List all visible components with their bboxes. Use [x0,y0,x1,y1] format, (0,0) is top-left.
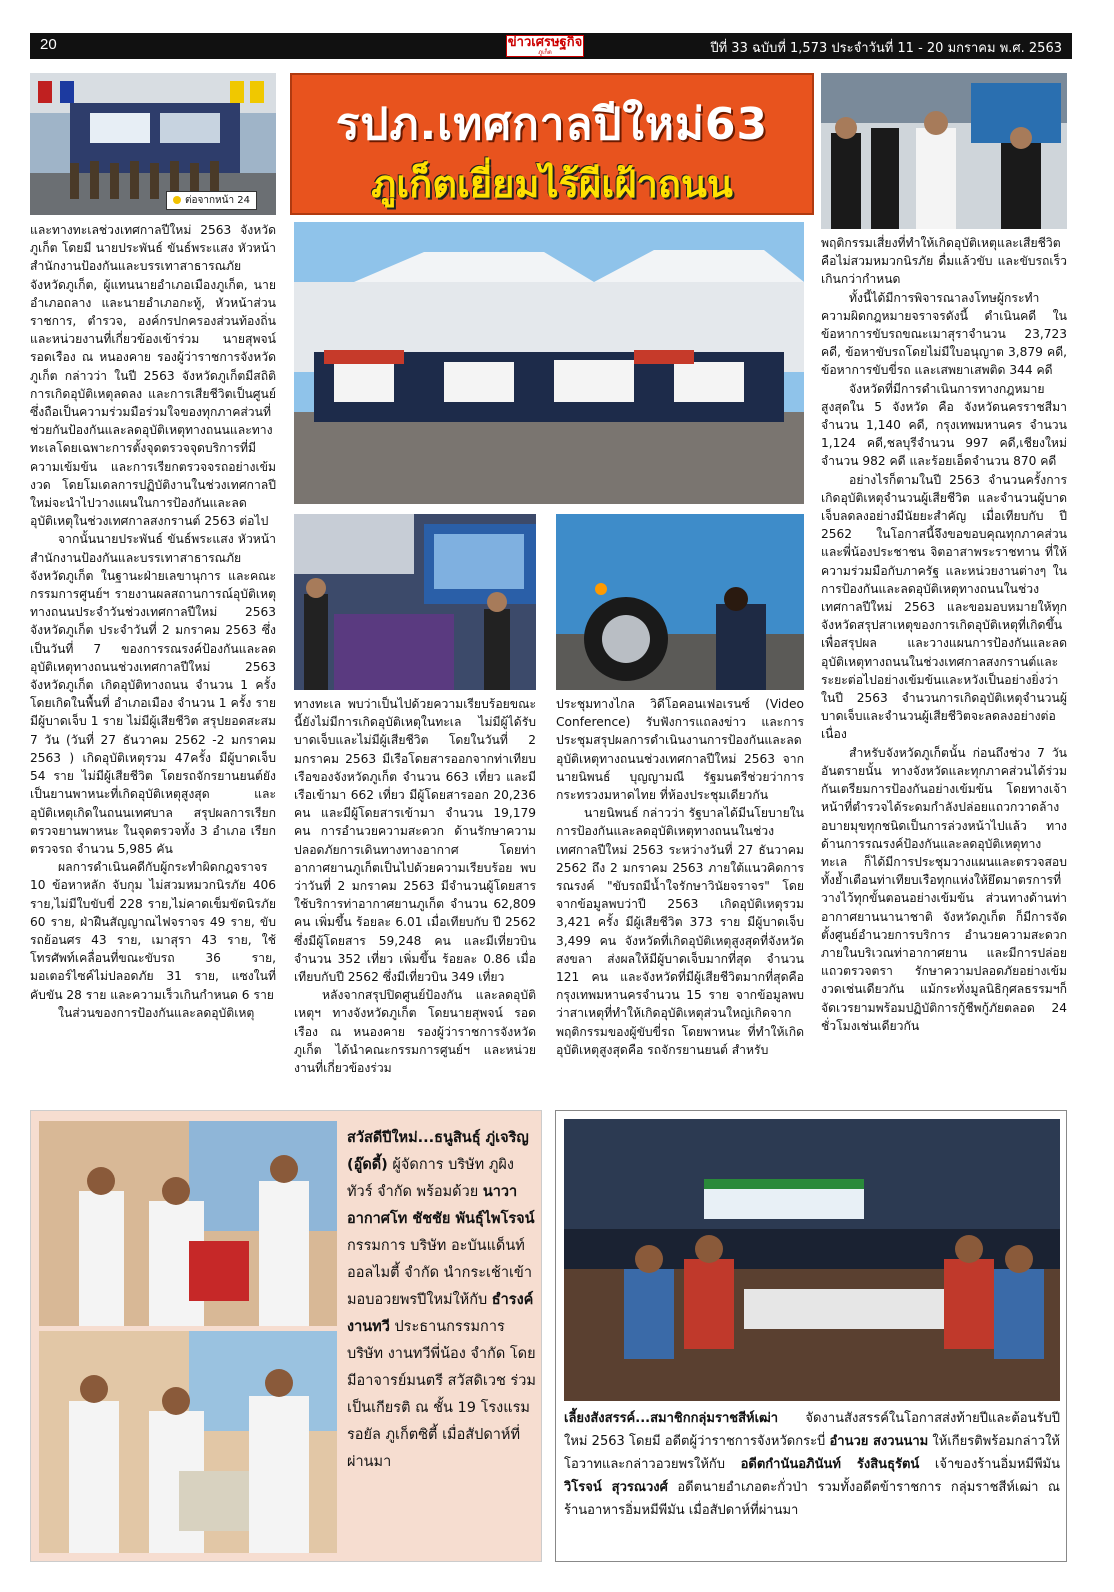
article-column-3 [556,695,804,1101]
continued-label: ต่อจากหน้า 24 [185,195,250,206]
article-column-4 [821,234,1067,1101]
photo-gift-presentation-1 [39,1121,337,1326]
box-right-text: จัดงานสังสรรค์ในโอกาสส่งท้ายปีและต้อนรับปีใหม่ 2563 โดยมี อดีตผู้ว่าราชการจังหวัดกระบี่ [564,1411,1060,1449]
newspaper-logo [506,35,584,57]
col3-paragraph: ประชุมทางไกล วิดีโอคอนเฟอเรนซ์ (Video Conference) รับฟังการแถลงข่าว และการประชุมสรุปผลการดำเนินงานการป้องกันและลดอุบัติเหตุทางถนนช่วงเทศกาลปีใหม่ 2563 จากนายนิพนธ์ บุญญามณี รัฐมนตรีช่วยว่าการกระทรวงมหาดไทย ที่ห้องประชุมเดียวกัน [556,697,804,803]
col1-paragraph: จากนั้นนายประพันธ์ ขันธ์พระแสง หัวหน้าสำนักงานป้องกันและบรรเทาสาธารณภัยจังหวัดภูเก็ต ในฐานะฝ่ายเลขานุการ และคณะกรรมการศูนย์ฯ รายงานผลสถานการณ์อุบัติเหตุทางถนนประจำวันช่วงเทศกาลปีใหม่ 2563 จังหวัดภูเก็ต ประจำวันที่ 2 มกราคม 2563 ซึ่งเป็นวันที่ 7 ของการรณรงค์ป้องกันและลดอุบัติเหตุทางถนนช่วงเทศกาลปีใหม่ 2563 จังหวัดภูเก็ต เกิดอุบัติทางถนน จำนวน 1 ครั้ง โดยเกิดในพื้นที่ อำเภอเมือง จำนวน 1 ครั้ง ราย มีผู้บาดเจ็บ 1 ราย ไม่มีผู้เสียชีวิต สรุปยอดสะสม 7 วัน (วันที่ 27 ธันวาคม 2562 -2 มกราคม 2563 ) เกิดอุบัติเหตุรวม 47ครั้ง มีผู้บาดเจ็บ 54 ราย ไม่มีผู้เสียชีวิต โดยรถจักรยานยนต์ยังเป็นยานพาหนะที่เกิดอุบัติเหตุสูงสุด และอุบัติเหตุเกิดในถนนเทศบาล สรุปผลการเรียกตรวจยานพาหนะ ในจุดตรวจทั้ง 3 อำเภอ เรียกตรวจรถ จำนวน 5,985 คัน [30,532,276,856]
col1-paragraph: ผลการดำเนินคดีกับผู้กระทำผิดกฎจราจร 10 ข้อหาหลัก จับกุม ไม่สวมหมวกนิรภัย 406 ราย,ไม่มีใบขับขี่ 228 ราย,ไม่คาดเข็มขัดนิรภัย 60 ราย, ฝ่าฝืนสัญญาณไฟจราจร 49 ราย, ขับรถย้อนศร 43 ราย, เมาสุรา 43 ราย, ใช้โทรศัพท์เคลื่อนที่ขณะขับรถ 36 ราย, มอเตอร์ไซค์ไม่ปลอดภัย 31 ราย, แซงในที่คับขัน 28 ราย และความเร็วเกินกำหนด 6 ราย [30,860,276,1002]
box-left-text: ประธานกรรมการ บริษัท งานทวีพี่น้อง จำกัด โดยมีอาจารย์มนตรี สวัสดิเวช ร่วมเป็นเกียรติ ณ ชั้น 19 โรงแรมรอยัล ภูเก็ตซิตี้ เมื่อสัปดาห์ที่ผ่านมา [347,1319,536,1470]
logo-subtitle: ภูเก็ต [538,49,552,56]
headline-line1: รปภ.เทศกาลปีใหม่63 [335,99,769,150]
box-right-name: วิโรจน์ สุวรณวงศ์ [564,1480,668,1495]
box-right-name: อดีตกำนันอภินันท์ รังสินธุรัตน์ [740,1457,920,1472]
box-right-name: อำนวย สงวนนาม [829,1434,929,1449]
photo-officials-inspection [821,73,1067,229]
issue-info: ปีที่ 33 ฉบับที่ 1,573 ประจำวันที่ 11 - 20 มกราคม พ.ศ. 2563 [710,41,1062,56]
photo-command-center [294,514,536,690]
headline-banner [290,73,814,215]
logo-title: ข่าวเศรษฐกิจ [507,35,583,50]
col4-paragraph: สำหรับจังหวัดภูเก็ตนั้น ก่อนถึงช่วง 7 วันอันตรายนั้น ทางจังหวัดและทุกภาคส่วนได้ร่วมกันเตรียมการป้องกันอย่างเข้มข้น โดยทางเจ้าหน้าที่ตำรวจได้ระดมกำลังปล่อยแถวกวาดล้างอบายมุขทุกชนิดเป็นการล่วงหน้าไปแล้ว ทางด้านการรณรงค์ป้องกันและลดอุบัติเหตุทางทะเล ก็ได้มีการประชุมวางแผนและตรวจสอบ ทั้งย้ำเตือนท่าเทียบเรือทุกแห่งให้ยึดมาตรการที่วางไว้ทุกขั้นตอนอย่างเข้มข้น ส่วนทางด้านท่าอากาศยานนานาชาติ จังหวัดภูเก็ต ก็มีการจัดตั้งศูนย์อำนวยการบริการ อำนวยความสะดวกภายในบริเวณท่าอากาศยาน และมีการปล่อยแถวตรวจตรา รักษาความปลอดภัยอย่างเข้มงวดเช่นเดียวกัน แม้กระทั่งมูลนิธิกุศลธรรมฯก็จัดเวรยามพร้อมปฏิบัติการกู้ชีพกู้ภัยตลอด 24 ชั่วโมงเช่นเดียวกัน [821,745,1067,1033]
box-left-title: สวัสดีปีใหม่...ธนูสินธุ์ ภู่เจริญ (อู๊ดดี้) [347,1130,529,1173]
social-news-box-right [555,1110,1067,1562]
box-right-text: อดีตนายอำเภอตะกั่วป่า รวมทั้งอดีตข้าราชการ กลุ่มราชสีห์เฒ่า ณ ร้านอาหารอิ่มหมีพีมัน เมื่อสัปดาห์ที่ผ่านมา [564,1480,1060,1518]
box-left-text: กรรมการ บริษัท อะบันแด็นท์ ออลไมตี้ จำกัด นำกระเช้าเข้ามอบอวยพรปีใหม่ให้กับ [347,1238,532,1308]
box-right-title: เลี้ยงสังสรรค์...สมาชิกกลุ่มราชสีห์เฒ่า [564,1411,779,1426]
box-left-name: นาวาอากาศโท ชัชชัย พันธุ์ไพโรจน์ [347,1184,535,1227]
box-right-caption [564,1407,1060,1557]
bullet-dot-icon [173,196,181,204]
col1-paragraph: และทางทะเลช่วงเทศกาลปีใหม่ 2563 จังหวัดภูเก็ต โดยมี นายประพันธ์ ขันธ์พระแสง หัวหน้าสำนักงานป้องกันและบรรเทาสาธารณภัยจังหวัดภูเก็ต, ผู้แทนนายอำเภอเมืองภูเก็ต, นายอำเภอถลาง และนายอำเภอกะทู้, หัวหน้าส่วนราชการ, ตำรวจ, องค์กรปกครองส่วนท้องถิ่น และหน่วยงานที่เกี่ยวข้องเข้าร่วม นายสุพจน์ รอดเรือง ณ หนองคาย รองผู้ว่าราชการจังหวัดภูเก็ต กล่าวว่า ในปี 2563 จังหวัดภูเก็ตมีสถิติการเกิดอุบัติเหตุลดลง และการเสียชีวิตเป็นศูนย์ ซึ่งถือเป็นความร่วมมือร่วมใจของทุกภาคส่วนที่ช่วยกันป้องกันและลดอุบัติเหตุทางถนนและทางทะเลโดยเฉพาะการตั้งจุดตรวจจุดบริการที่มีความเข้มข้น และการเรียกตรวจจรถอย่างเข้มงวด โดยโมเดลการปฏิบัติงานในช่วงเทศกาลปีใหม่จะนำไปวางแผนในการป้องกันและลดอุบัติเหตุในช่วงเทศกาลสงกรานต์ 2563 ต่อไป [30,223,276,529]
photo-gift-presentation-2 [39,1331,337,1553]
photo-bus-inspection [556,514,804,690]
box-right-text: เจ้าของร้านอิ่มหมีพีมัน [919,1457,1060,1472]
box-left-text: ผู้จัดการ บริษัท ภูผิงทัวร์ จำกัด พร้อมด้วย [347,1157,514,1200]
article-column-1 [30,221,276,1101]
col4-paragraph: ทั้งนี้ได้มีการพิจารณาลงโทษผู้กระทำความผิดกฎหมายจราจรดังนี้ ดำเนินคดี ในข้อหาการขับรถขณะเมาสุราจำนวน 23,723 คดี, ข้อหาขับรถโดยไม่มีใบอนุญาต 3,879 คดี, ข้อหาการขับขี่รถ และเสพยาเสพติด 344 คดี [821,290,1067,378]
article-column-2 [294,695,536,1101]
photo-group-airport [294,222,804,504]
col4-paragraph: พฤติกรรมเสี่ยงที่ทำให้เกิดอุบัติเหตุและเสียชีวิตคือไม่สวมหมวกนิรภัย ดื่มแล้วขับ และขับรถเร็วเกินกว่ากำหนด [821,236,1067,287]
col2-paragraph: หลังจากสรุปปิดศูนย์ป้องกัน และลดอุบัติเหตุฯ ทางจังหวัดภูเก็ต โดยนายสุพจน์ รอดเรือง ณ หนองคาย รองผู้ว่าราชการจังหวัดภูเก็ต ได้นำคณะกรรมการศูนย์ฯ และหน่วยงานที่เกี่ยวข้องร่วม [294,988,536,1076]
col3-paragraph: นายนิพนธ์ กล่าวว่า รัฐบาลได้มีนโยบายในการป้องกันและลดอุบัติเหตุทางถนนในช่วงเทศกาลปีใหม่ 2563 ระหว่างวันที่ 27 ธันวาคม 2562 ถึง 2 มกราคม 2563 ภายใต้แนวคิดการรณรงค์ "ขับรถมีน้ำใจรักษาวินัยจราจร" โดยจากข้อมูลพบว่าปี 2563 เกิดอุบัติเหตุรวม 3,421 ครั้ง มีผู้เสียชีวิต 373 ราย มีผู้บาดเจ็บ 3,499 คน จังหวัดที่เกิดอุบัติเหตุสูงสุดที่จังหวัดสงขลา ส่งผลให้มีผู้บาดเจ็บมากที่สุด จำนวน 121 คน และจังหวัดที่มีผู้เสียชีวิตมากที่สุดคือกรุงเทพมหานครจำนวน 15 ราย จากข้อมูลพบว่าสาเหตุที่ทำให้เกิดอุบัติเหตุส่วนใหญ่เกิดจากพฤติกรรมของผู้ขับขี่รถ โดยพาหนะ ที่ทำให้เกิดอุบัติเหตุสูงสุดคือ รถจักรยานยนต์ สำหรับ [556,806,804,1057]
photo-dinner-party [564,1119,1060,1401]
headline-line2: ภูเก็ตเยี่ยมไร้ผีเฝ้าถนน [371,162,733,206]
page-number: 20 [40,36,57,53]
col1-paragraph: ในส่วนของการป้องกันและลดอุบัติเหตุ [58,1005,255,1020]
box-right-text: ให้เกียรติพร้อมกล่าวให้โอวาทและกล่าวอวยพรให้กับ [564,1434,1060,1472]
col2-paragraph: ทางทะเล พบว่าเป็นไปด้วยความเรียบร้อยขณะนี้ยังไม่มีการเกิดอุบัติเหตุในทะเล ไม่มีผู้ได้รับบาดเจ็บและไม่มีผู้เสียชีวิต โดยในวันที่ 2 มกราคม 2563 มีเรือโดยสารออกจากท่าเทียบเรือของจังหวัดภูเก็ต จำนวน 663 เที่ยว และมีเรือเข้ามา 662 เที่ยว มีผู้โดยสารออก 20,236 คน และมีผู้โดยสารเข้ามา จำนวน 19,179 คน การอำนวยความสะดวก ด้านรักษาความปลอดภัยการเดินทางทางอากาศ โดยท่าอากาศยานภูเก็ตเป็นไปด้วยความเรียบร้อย พบว่าวันที่ 2 มกราคม 2563 มีจำนวนผู้โดยสารใช้บริการท่าอากาศยานภูเก็ต จำนวน 62,809 คน เพิ่มขึ้น ร้อยละ 6.01 เมื่อเทียบกับ ปี 2562 ซึ่งมีผู้โดยสาร 59,248 คน และมีเที่ยวบิน จำนวน 352 เที่ยว เพิ่มขึ้น ร้อยละ 0.86 เมื่อเทียบกับปี 2562 ซึ่งมีเที่ยวบิน 349 เที่ยว [294,697,536,985]
box-left-name: ธำรงค์ งานทวี [347,1292,534,1335]
box-left-caption [347,1125,537,1555]
col4-paragraph: จังหวัดที่มีการดำเนินการทางกฎหมายสูงสุดใน 5 จังหวัด คือ จังหวัดนครราชสีมา จำนวน 1,140 คดี, กรุงเทพมหานคร จำนวน 1,124 คดี,ชลบุรีจำนวน 997 คดี,เชียงใหม่จำนวน 982 คดี และร้อยเอ็ดจำนวน 870 คดี [821,381,1067,469]
col4-paragraph: อย่างไรก็ตามในปี 2563 จำนวนครั้งการเกิดอุบัติเหตุจำนวนผู้เสียชีวิต และจำนวนผู้บาดเจ็บลดลงอย่างมีนัยยะสำคัญ เมื่อเทียบกับ ปี 2562 ในโอกาสนี้จึงขอขอบคุณทุกภาคส่วนและพี่น้องประชาชน จิตอาสาพระราชทาน ที่ให้ความร่วมมือกับภาครัฐ และหน่วยงานต่างๆ ในการป้องกันและลดอุบัติเหตุทางถนนในช่วงเทศกาลปีใหม่ 2563 และขอมอบหมายให้ทุกจังหวัดสรุปสาเหตุของการเกิดอุบัติเหตุที่เกิดขึ้นเพื่อสรุปผล และวางแผนการป้องกันและลดอุบัติเหตุทางถนนในช่วงเทศกาลสงกรานต์และระยะต่อไปอย่างเข้มข้นและหวังเป็นอย่างยิ่งว่าในปี 2563 จำนวนการเกิดอุบัติเหตุจำนวนผู้บาดเจ็บและจำนวนผู้เสียชีวิตจะลดลงอย่างต่อเนื่อง [821,472,1067,742]
page-header-bar [30,33,1072,59]
social-news-box-left [30,1110,542,1562]
continued-from-tag [166,191,257,210]
